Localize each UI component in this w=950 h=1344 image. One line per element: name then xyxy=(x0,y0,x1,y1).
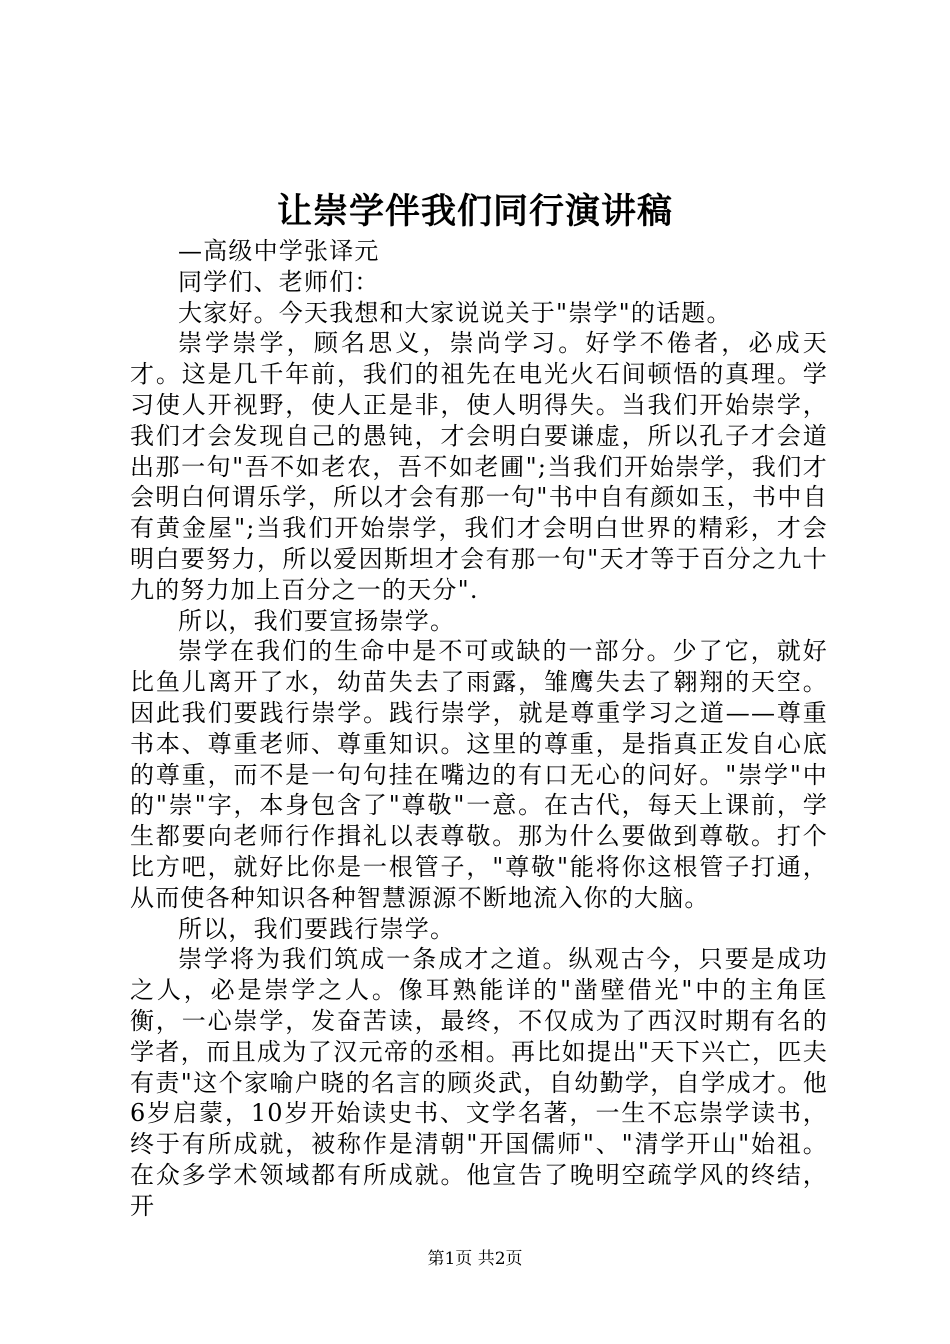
byline: —高级中学张译元 xyxy=(178,237,380,265)
paragraph: 崇学崇学，顾名思义，崇尚学习。好学不倦者，必成天才。这是几千年前，我们的祖先在电光火石间顿悟的真理。学习使人开视野，使人正是非，使人明得失。当我们开始崇学，我们才会发现自己的愚钝，才会明白要谦虚，所以孔子才会道出那一句"吾不如老农，吾不如老圃";当我们开始崇学，我们才会明白何谓乐学，所以才会有那一句"书中自有颜如玉，书中自有黄金屋";当我们开始崇学，我们才会明白世界的精彩，才会明白要努力，所以爱因斯坦才会有那一句"天才等于百分之九十九的努力加上百分之一的天分". xyxy=(130,329,828,604)
paragraph: 所以，我们要宣扬崇学。 xyxy=(178,606,456,635)
paragraph: 崇学将为我们筑成一条成才之道。纵观古今，只要是成功之人，必是崇学之人。像耳熟能详的"凿壁借光"中的主角匡衡，一心崇学，发奋苦读，最终，不仅成为了西汉时期有名的学者，而且成为了汉元帝的丞相。再比如提出"天下兴亡，匹夫有责"这个家喻户晓的名言的顾炎武，自幼勤学，自学成才。他6岁启蒙，10岁开始读史书、文学名著，一生不忘崇学读书，终于有所成就，被称作是清朝"开国儒师"、"清学开山"始祖。在众多学术领域都有所成就。他宣告了晚明空疏学风的终结，开 xyxy=(130,945,828,1220)
page-number-footer: 第1页 共2页 xyxy=(427,1249,523,1269)
speech-body xyxy=(130,236,828,1222)
paragraph: 崇学在我们的生命中是不可或缺的一部分。少了它，就好比鱼儿离开了水，幼苗失去了雨露，雏鹰失去了翱翔的天空。因此我们要践行崇学。践行崇学，就是尊重学习之道——尊重书本、尊重老师、尊重知识。这里的尊重，是指真正发自心底的尊重，而不是一句句挂在嘴边的有口无心的问好。"崇学"中的"崇"字，本身包含了"尊敬"一意。在古代，每天上课前，学生都要向老师行作揖礼以表尊敬。那为什么要做到尊敬。打个比方吧，就好比你是一根管子，"尊敬"能将你这根管子打通，从而使各种知识各种智慧源源不断地流入你的大脑。 xyxy=(130,637,828,912)
paragraph: 所以，我们要践行崇学。 xyxy=(178,914,456,943)
document-title: 让崇学伴我们同行演讲稿 xyxy=(276,191,673,232)
salutation: 同学们、老师们： xyxy=(178,267,380,296)
paragraph: 大家好。今天我想和大家说说关于"崇学"的话题。 xyxy=(178,298,732,327)
